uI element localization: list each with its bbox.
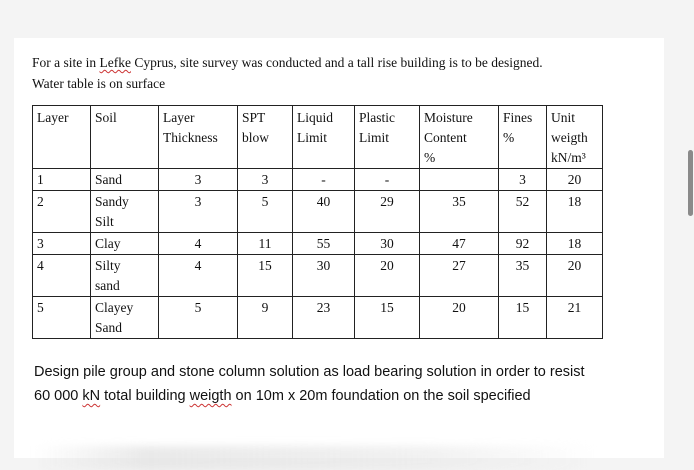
cell-unit-weight: 21 bbox=[547, 297, 603, 339]
cell-spt: 3 bbox=[238, 169, 293, 191]
cell-liquid-limit: 23 bbox=[293, 297, 355, 339]
intro-line-2: Water table is on surface bbox=[32, 76, 166, 91]
cell-liquid-limit: 40 bbox=[293, 191, 355, 233]
cell-unit-weight: 20 bbox=[547, 169, 603, 191]
cell-thickness: 4 bbox=[159, 255, 238, 297]
cell-spt: 11 bbox=[238, 233, 293, 255]
spellcheck-word-kn: kN bbox=[82, 388, 101, 404]
cell-thickness: 3 bbox=[159, 191, 238, 233]
cell-spt: 15 bbox=[238, 255, 293, 297]
cell-layer: 1 bbox=[33, 169, 91, 191]
vertical-scrollbar[interactable] bbox=[688, 150, 693, 216]
soil-properties-table bbox=[32, 105, 603, 339]
cell-moisture: 47 bbox=[420, 233, 499, 255]
table-row bbox=[33, 233, 603, 255]
header-spt-blow: SPT blow bbox=[238, 106, 293, 169]
cell-soil: Sandy Silt bbox=[91, 191, 159, 233]
table-row bbox=[33, 169, 603, 191]
cell-spt: 5 bbox=[238, 191, 293, 233]
cell-soil: Sand bbox=[91, 169, 159, 191]
header-layer-thickness: Layer Thickness bbox=[159, 106, 238, 169]
cell-layer: 3 bbox=[33, 233, 91, 255]
header-unit-weight: Unit weigth kN/m³ bbox=[547, 106, 603, 169]
spellcheck-word-weigth: weigth bbox=[189, 388, 232, 404]
cell-thickness: 5 bbox=[159, 297, 238, 339]
cell-moisture bbox=[420, 169, 499, 191]
cell-fines: 35 bbox=[499, 255, 547, 297]
cell-thickness: 4 bbox=[159, 233, 238, 255]
cell-soil: Clay bbox=[91, 233, 159, 255]
design-line-2: 60 000 kN total building weigth on 10m x 20m foundation on the soil specified bbox=[34, 388, 531, 404]
cell-moisture: 35 bbox=[420, 191, 499, 233]
cell-fines: 3 bbox=[499, 169, 547, 191]
header-moisture-content: Moisture Content % bbox=[420, 106, 499, 169]
cell-plastic-limit: - bbox=[355, 169, 420, 191]
spellcheck-word-lefke: Lefke bbox=[99, 55, 131, 70]
cell-liquid-limit: - bbox=[293, 169, 355, 191]
cell-fines: 52 bbox=[499, 191, 547, 233]
intro-line-1 bbox=[32, 52, 642, 73]
cell-unit-weight: 20 bbox=[547, 255, 603, 297]
table-row bbox=[33, 255, 603, 297]
cell-plastic-limit: 20 bbox=[355, 255, 420, 297]
table-row bbox=[33, 191, 603, 233]
cell-liquid-limit: 30 bbox=[293, 255, 355, 297]
cell-layer: 4 bbox=[33, 255, 91, 297]
design-line-1: Design pile group and stone column solution as load bearing solution in order to resist bbox=[34, 364, 585, 380]
table-row bbox=[33, 297, 603, 339]
cell-fines: 92 bbox=[499, 233, 547, 255]
cell-moisture: 27 bbox=[420, 255, 499, 297]
document-page bbox=[14, 38, 664, 458]
blurred-region bbox=[34, 446, 594, 470]
cell-unit-weight: 18 bbox=[547, 191, 603, 233]
intro-text bbox=[32, 52, 642, 94]
header-soil: Soil bbox=[91, 106, 159, 169]
header-layer: Layer bbox=[33, 106, 91, 169]
cell-spt: 9 bbox=[238, 297, 293, 339]
intro-line-1-end: Cyprus, site survey was conducted and a tall rise building is to be designed. bbox=[130, 55, 543, 70]
cell-layer: 5 bbox=[33, 297, 91, 339]
cell-thickness: 3 bbox=[159, 169, 238, 191]
cell-plastic-limit: 29 bbox=[355, 191, 420, 233]
cell-unit-weight: 18 bbox=[547, 233, 603, 255]
header-fines: Fines % bbox=[499, 106, 547, 169]
cell-moisture: 20 bbox=[420, 297, 499, 339]
cell-plastic-limit: 15 bbox=[355, 297, 420, 339]
cell-fines: 15 bbox=[499, 297, 547, 339]
design-requirement-text bbox=[34, 360, 634, 408]
cell-liquid-limit: 55 bbox=[293, 233, 355, 255]
cell-soil: Silty sand bbox=[91, 255, 159, 297]
cell-plastic-limit: 30 bbox=[355, 233, 420, 255]
intro-line-1-start: For a site in bbox=[32, 55, 100, 70]
header-liquid-limit: Liquid Limit bbox=[293, 106, 355, 169]
header-plastic-limit: Plastic Limit bbox=[355, 106, 420, 169]
cell-layer: 2 bbox=[33, 191, 91, 233]
cell-soil: Clayey Sand bbox=[91, 297, 159, 339]
table-header-row bbox=[33, 106, 603, 169]
